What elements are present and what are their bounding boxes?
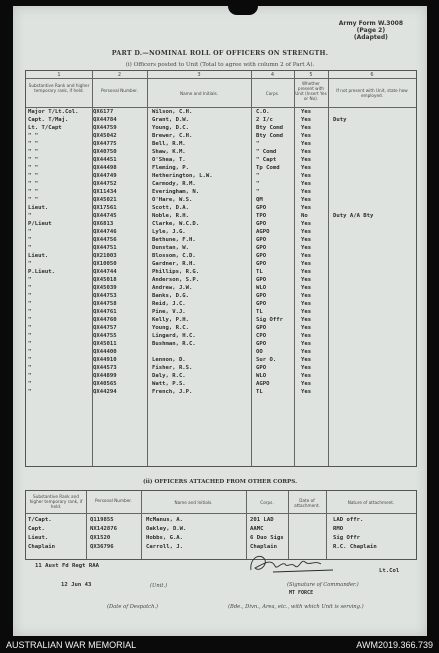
officer-name: Blossom, C.D. [152, 253, 196, 259]
officer-name: Pine, V.J. [152, 309, 186, 315]
officer-name: Lennon, D. [152, 357, 186, 363]
officer-name: Dunstan, W. [152, 245, 190, 251]
despatch-label: (Date of Despatch.) [107, 604, 159, 610]
form-identifier [339, 20, 403, 41]
commander-rank: Lt.Col [379, 568, 400, 574]
officer-name: Grant, D.W. [152, 117, 190, 123]
section2-title: (ii) OFFICERS ATTACHED FROM OTHER CORPS. [142, 479, 298, 485]
officer-name: Lingard, H.C. [152, 333, 196, 339]
officer-present: Yes [301, 341, 312, 347]
officer-rank: " " [28, 141, 39, 147]
officer-corps: WLO [256, 285, 267, 291]
officer-corps: GPO [256, 293, 267, 299]
header-number: Personal Number. [101, 88, 138, 93]
officer-number: QX6813 [93, 221, 114, 227]
officer-number: QX44757 [93, 325, 117, 331]
officer-present: Yes [301, 117, 312, 123]
officer-number: QX21003 [93, 253, 117, 259]
attached-number: QX1520 [90, 535, 111, 541]
officer-rank: " [28, 293, 32, 299]
officer-number: QX17561 [93, 205, 117, 211]
officer-rank: " [28, 325, 32, 331]
attached-name: Oakley, D.W. [146, 526, 187, 532]
officer-name: Kelly, P.H. [152, 317, 190, 323]
header-rank: Substantive Rank and higher temporary rank, if held. [28, 83, 90, 93]
officer-present: Yes [301, 261, 312, 267]
officer-corps: GPO [256, 277, 267, 283]
col-number-2: 2 [117, 72, 122, 78]
officer-number: QX10050 [93, 261, 117, 267]
officer-corps: QM [256, 197, 263, 203]
officer-number: QX40750 [93, 149, 117, 155]
officer-corps: WLO [256, 373, 267, 379]
officer-name: Bell, R.M. [152, 141, 186, 147]
officer-name: Carmody, R.M. [152, 181, 196, 187]
officer-present: Yes [301, 349, 312, 355]
officer-rank: " [28, 381, 32, 387]
officer-rank: " [28, 261, 32, 267]
officer-present: Yes [301, 365, 312, 371]
officer-corps: " [256, 181, 260, 187]
officer-rank: P.Lieut. [28, 269, 55, 275]
officer-rank: " " [28, 189, 39, 195]
attached-nature: LAD offr. [333, 517, 364, 523]
officer-corps: OO [256, 349, 263, 355]
officer-number: QX40565 [93, 381, 117, 387]
officer-present: Yes [301, 157, 312, 163]
col-number-6: 6 [370, 72, 374, 78]
officer-present: Yes [301, 165, 312, 171]
officer-name: Clarke, W.C.D. [152, 221, 200, 227]
officer-rank: " [28, 389, 32, 395]
form-adapted: (Adapted) [353, 34, 388, 41]
officer-corps: GPO [256, 365, 267, 371]
form-page-number: (Page 2) [356, 27, 386, 34]
officer-present: Yes [301, 125, 312, 131]
officer-name: Scott, D.A. [152, 205, 190, 211]
officer-corps: C.O. [256, 109, 270, 115]
attached-nature: RMO [333, 526, 344, 532]
officer-present: Yes [301, 357, 312, 363]
officer-number: QX44910 [93, 357, 117, 363]
att-header-rank: Substantive Rank and higher temporary rank, if held. [29, 494, 83, 509]
officer-rank: " [28, 333, 32, 339]
officer-number: QX44746 [93, 229, 117, 235]
officer-number: QX45011 [93, 341, 117, 347]
officer-present: Yes [301, 173, 312, 179]
officer-name: Gardner, R.H. [152, 261, 196, 267]
officer-rank: " [28, 349, 32, 355]
attached-name: McManus, A. [146, 517, 184, 523]
officer-corps: GPO [256, 325, 267, 331]
officer-name: O'Shea, T. [152, 157, 186, 163]
officer-name: Hetherington, L.W. [152, 173, 213, 179]
officer-rank: " [28, 317, 32, 323]
officer-number: QX44573 [93, 365, 117, 371]
officer-corps: " [256, 173, 260, 179]
officer-name: O'Hare, W.S. [152, 197, 193, 203]
officer-number: QX44758 [93, 301, 117, 307]
officer-corps: CPO [256, 333, 267, 339]
officer-present: Yes [301, 381, 312, 387]
officer-number: QX44744 [93, 269, 117, 275]
unit-label: (Unit.) [150, 583, 168, 589]
officer-corps: GPO [256, 341, 267, 347]
officer-present: Yes [301, 325, 312, 331]
officer-name: Anderson, S.P. [152, 277, 200, 283]
officer-name: Watt, P.S. [152, 381, 186, 387]
form-number: Army Form W.3008 [338, 20, 403, 27]
officer-name: Shaw, K.M. [152, 149, 186, 155]
officer-present: Yes [301, 197, 312, 203]
officer-present: Yes [301, 237, 312, 243]
officer-number: QX44498 [93, 165, 117, 171]
officer-present: Yes [301, 317, 312, 323]
commander-signature [245, 548, 340, 578]
officer-corps: GPO [256, 301, 267, 307]
officer-name: Andrew, J.W. [152, 285, 193, 291]
officer-corps: TL [256, 309, 263, 315]
officer-number: QX44756 [93, 237, 117, 243]
attached-number: NX142876 [90, 526, 117, 532]
officer-number: QX45042 [93, 133, 117, 139]
officer-name: Banks, D.G. [152, 293, 190, 299]
officer-rank: " [28, 237, 32, 243]
officer-rank: " " [28, 157, 39, 163]
attached-name: Carroll, J. [146, 544, 184, 550]
officer-rank: " [28, 213, 32, 219]
officer-rank: Lieut. [28, 205, 49, 211]
officer-present: Yes [301, 181, 312, 187]
officer-name: Reid, J.C. [152, 301, 186, 307]
officer-rank: " " [28, 181, 39, 187]
officer-name: Bethune, F.H. [152, 237, 196, 243]
officer-rank: Major T/Lt.Col. [28, 109, 79, 115]
officer-number: QX45039 [93, 285, 117, 291]
officer-name: Brewer, C.H. [152, 133, 193, 139]
officer-present: Yes [301, 309, 312, 315]
attached-nature: Sig Offr [333, 535, 360, 541]
officer-present: Yes [301, 141, 312, 147]
officer-number: QX11434 [93, 189, 117, 195]
officer-remark: Duty [333, 117, 347, 123]
officer-present: Yes [301, 269, 312, 275]
officer-rank: " [28, 309, 32, 315]
officer-name: Young, D.C. [152, 125, 190, 131]
officer-number: QX44775 [93, 141, 117, 147]
officer-rank: " [28, 285, 32, 291]
officers-table [25, 70, 417, 467]
officer-corps: Sig Offr [256, 317, 283, 323]
attached-corps: 6 Duo Sigs [250, 535, 284, 541]
header-name: Name and Initials. [180, 91, 218, 96]
officer-number: QX6177 [93, 109, 114, 115]
form-page [13, 6, 427, 636]
officer-present: Yes [301, 285, 312, 291]
credit-institution: AUSTRALIAN WAR MEMORIAL [6, 640, 137, 650]
officer-present: No [301, 213, 308, 219]
attached-corps: 201 LAD [250, 517, 274, 523]
officer-name: Young, R.C. [152, 325, 190, 331]
attached-rank: Capt. [28, 526, 45, 532]
officer-corps: Bty Comd [256, 133, 283, 139]
signature-label: (Signature of Commander.) [287, 582, 359, 588]
officer-present: Yes [301, 229, 312, 235]
officer-present: Yes [301, 205, 312, 211]
attached-corps: Chaplain [250, 544, 277, 550]
attached-name: Hobbs, G.A. [146, 535, 184, 541]
officer-corps: 2 I/c [256, 117, 273, 123]
att-header-date: Date of attachment. [294, 498, 320, 508]
despatch-date: 12 Jun 43 [61, 582, 92, 588]
officer-corps: Bty Comd [256, 125, 283, 131]
officer-present: Yes [301, 149, 312, 155]
officer-corps: TL [256, 269, 263, 275]
officer-present: Yes [301, 293, 312, 299]
officer-number: QX44294 [93, 389, 117, 395]
officer-rank: " [28, 373, 32, 379]
header-employed: If not present with Unit, state how employed. [336, 88, 408, 98]
attached-rank: Lieut. [28, 535, 49, 541]
officer-corps: GPO [256, 205, 267, 211]
officer-corps: AGPO [256, 229, 270, 235]
officer-corps: GPO [256, 221, 267, 227]
page-notch [228, 6, 258, 15]
officer-present: Yes [301, 133, 312, 139]
attached-table [25, 490, 417, 560]
officer-rank: Lt. T/Capt [28, 125, 62, 131]
officer-rank: " [28, 245, 32, 251]
officer-present: Yes [301, 221, 312, 227]
officer-rank: " " [28, 165, 39, 171]
officer-rank: " [28, 357, 32, 363]
bde-label: (Bde., Divn., Area, etc., with which Unit is serving.) [228, 604, 364, 610]
officer-corps: GPO [256, 237, 267, 243]
att-header-corps: Corps. [260, 500, 274, 505]
unit-name: 11 Aust Fd Regt RAA [35, 563, 99, 569]
officer-number: QX44899 [93, 373, 117, 379]
officer-present: Yes [301, 253, 312, 259]
officer-corps: " [256, 189, 260, 195]
att-header-number: Personal Number. [95, 498, 132, 503]
officer-corps: TL [256, 389, 263, 395]
officer-number: QX44749 [93, 173, 117, 179]
officer-rank: P/Lieut [28, 221, 52, 227]
officer-corps: AGPO [256, 381, 270, 387]
officer-name: Everingham, N. [152, 189, 200, 195]
officer-number: QX44451 [93, 157, 117, 163]
force-stamp: MT FORCE [289, 590, 314, 596]
attached-rank: Chaplain [28, 544, 55, 550]
officer-name: French, J.P. [152, 389, 193, 395]
officer-number: QX44760 [93, 317, 117, 323]
attached-nature: R.C. Chaplain [333, 544, 377, 550]
officer-corps: GPO [256, 261, 267, 267]
officer-rank: " [28, 365, 32, 371]
officer-rank: " [28, 277, 32, 283]
officer-number: QX44784 [93, 117, 117, 123]
officer-present: Yes [301, 109, 312, 115]
officer-present: Yes [301, 189, 312, 195]
officer-name: Fisher, R.S. [152, 365, 193, 371]
officer-rank: " [28, 301, 32, 307]
officer-corps: Tp Comd [256, 165, 280, 171]
officer-number: QX44745 [93, 213, 117, 219]
officer-rank: " " [28, 173, 39, 179]
credit-accession: AWM2019.366.739 [356, 640, 433, 650]
officer-rank: Capt. T/Maj. [28, 117, 69, 123]
officer-name: Wilson, C.H. [152, 109, 193, 115]
officer-present: Yes [301, 301, 312, 307]
officer-number: QX44761 [93, 309, 117, 315]
col-number-3: 3 [197, 72, 201, 78]
officer-rank: " " [28, 133, 39, 139]
officer-name: Fleming, P. [152, 165, 190, 171]
officer-number: QX44753 [93, 293, 117, 299]
officer-present: Yes [301, 389, 312, 395]
officer-corps: Sur O. [256, 357, 277, 363]
officer-number: QX45018 [93, 277, 117, 283]
officer-present: Yes [301, 277, 312, 283]
officer-rank: Lieut. [28, 253, 49, 259]
officer-number: QX45021 [93, 197, 117, 203]
officer-name: Bushman, R.C. [152, 341, 196, 347]
officer-number: QX44400 [93, 349, 117, 355]
officer-rank: " [28, 341, 32, 347]
officer-corps: GPO [256, 245, 267, 251]
officer-present: Yes [301, 373, 312, 379]
officer-corps: GPO [256, 253, 267, 259]
header-present: Whether present with Unit (Insert Yes or No). [295, 81, 327, 101]
officer-corps: " Capt [256, 157, 277, 163]
officer-number: QX44755 [93, 333, 117, 339]
officer-name: Lyle, J.G. [152, 229, 186, 235]
officer-corps: " [256, 141, 260, 147]
attached-corps: AAMC [250, 526, 264, 532]
attached-number: Q119855 [90, 517, 114, 523]
col-number-5: 5 [309, 72, 313, 78]
att-header-name: Name and Initials. [174, 500, 213, 505]
officer-rank: " " [28, 149, 39, 155]
officer-corps: TPO [256, 213, 267, 219]
officer-present: Yes [301, 245, 312, 251]
officer-present: Yes [301, 333, 312, 339]
officer-name: Daly, R.C. [152, 373, 186, 379]
officer-remark: Duty A/A Bty [333, 213, 374, 219]
att-header-nature: Nature of attachment. [347, 500, 395, 505]
attached-rank: T/Capt. [28, 517, 52, 523]
officer-number: QX44759 [93, 125, 117, 131]
officer-number: QX44751 [93, 245, 117, 251]
officer-corps: " Comd [256, 149, 277, 155]
officer-rank: " [28, 229, 32, 235]
officer-name: Phillips, R.G. [152, 269, 200, 275]
part-subtitle: (i) Officers posted to Unit (Total to agree with column 2 of Part A). [125, 62, 315, 68]
part-title: PART D.—NOMINAL ROLL OF OFFICERS ON STRENGTH. [111, 50, 329, 57]
col-number-1: 1 [57, 72, 61, 78]
header-corps: Corps. [265, 91, 280, 96]
attached-number: QX36796 [90, 544, 114, 550]
officer-rank: " " [28, 197, 39, 203]
officer-number: QX44752 [93, 181, 117, 187]
officer-name: Noble, R.H. [152, 213, 190, 219]
col-number-4: 4 [270, 72, 275, 78]
